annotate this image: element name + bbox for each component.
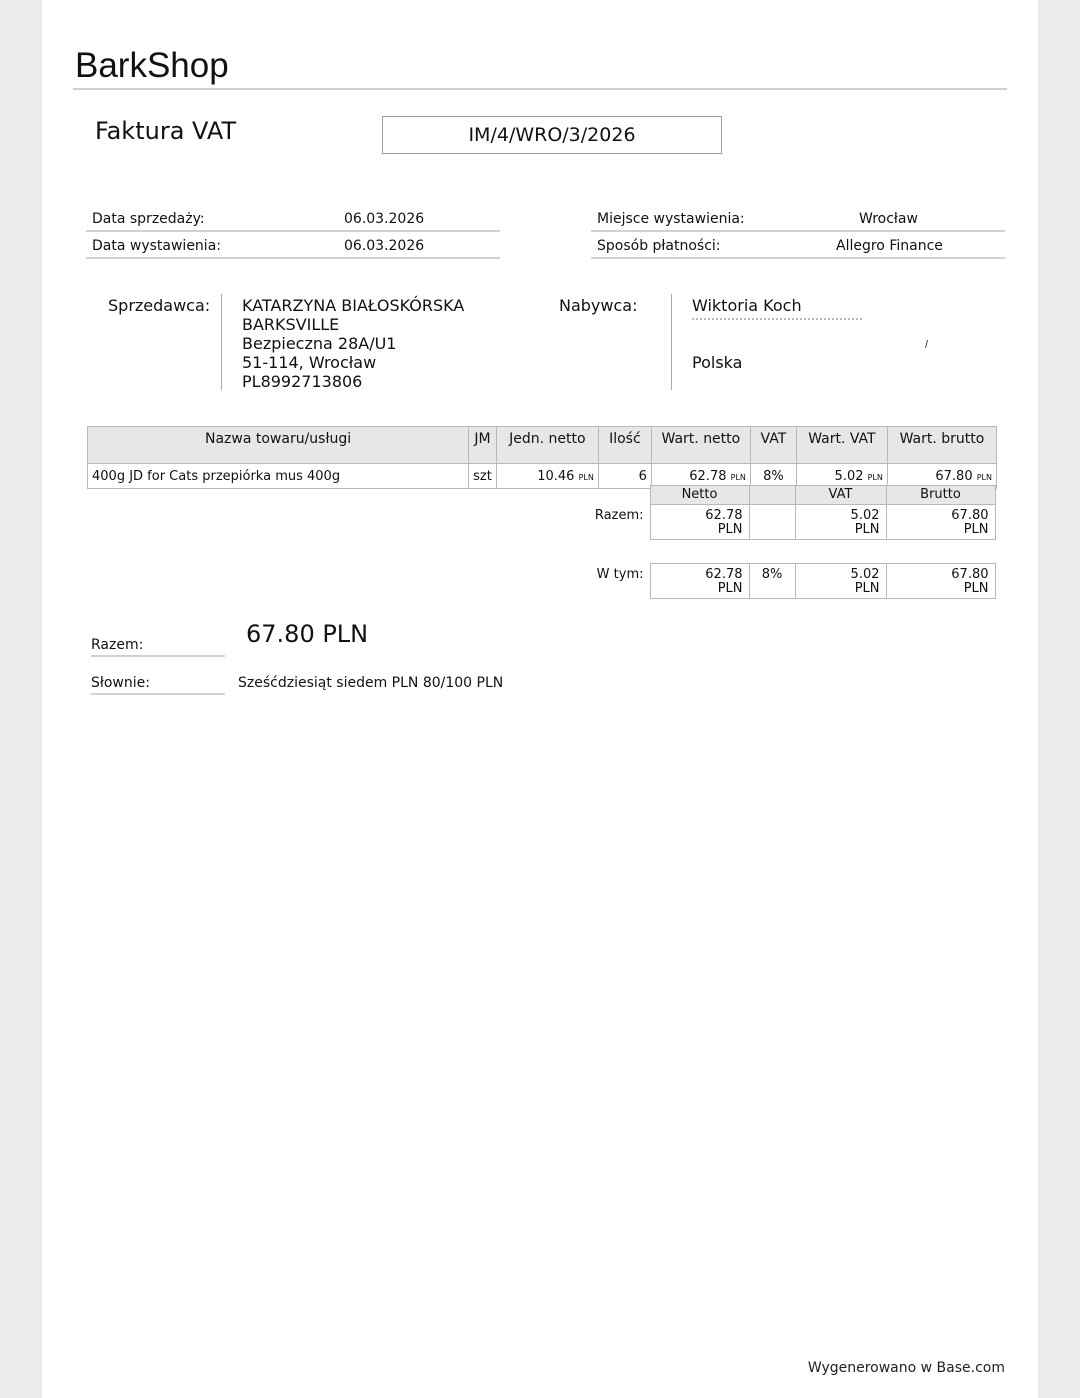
grand-total-value: 67.80 PLN xyxy=(246,620,369,648)
breakdown-gross-currency: PLN xyxy=(963,581,989,596)
breakdown-vat-currency: PLN xyxy=(854,581,880,596)
header-unit-net: Jedn. netto xyxy=(496,427,598,464)
item-unit-net-currency: PLN xyxy=(578,472,594,482)
header-net: Wart. netto xyxy=(651,427,750,464)
buyer-country: Polska xyxy=(692,353,743,372)
place-value: Wrocław xyxy=(859,211,918,227)
item-vat: 5.02 xyxy=(834,468,864,484)
header-vat: Wart. VAT xyxy=(796,427,887,464)
issue-date-row xyxy=(86,231,500,259)
summary-header-net: Netto xyxy=(650,486,749,505)
item-vat-currency: PLN xyxy=(867,472,883,482)
summary-total-vat: 5.02 xyxy=(850,508,880,523)
seller-street: Bezpieczna 28A/U1 xyxy=(242,334,397,353)
summary-total-gross-cell xyxy=(886,505,995,540)
summary-total-net: 62.78 xyxy=(705,508,743,523)
payment-label: Sposób płatności: xyxy=(597,238,721,254)
item-gross: 67.80 xyxy=(935,468,973,484)
sale-date-row xyxy=(86,204,500,232)
seller-city: 51-114, Wrocław xyxy=(242,353,377,372)
seller-name: KATARZYNA BIAŁOSKÓRSKA xyxy=(242,296,465,315)
buyer-address-redacted xyxy=(692,316,872,321)
summary-total-gross-currency: PLN xyxy=(963,522,989,537)
summary-total-net-currency: PLN xyxy=(717,522,743,537)
payment-row xyxy=(591,231,1005,259)
invoice-page xyxy=(42,0,1038,1398)
footer-generated-by: Wygenerowano w Base.com xyxy=(807,1360,1005,1376)
amount-words-value: Sześćdziesiąt siedem PLN 80/100 PLN xyxy=(238,675,504,691)
payment-value: Allegro Finance xyxy=(836,238,943,254)
sale-date-value: 06.03.2026 xyxy=(344,211,425,227)
items-table xyxy=(87,426,997,489)
breakdown-gross: 67.80 xyxy=(951,567,989,582)
breakdown-rate: 8% xyxy=(749,564,795,599)
items-header-row xyxy=(88,427,997,464)
buyer-name: Wiktoria Koch xyxy=(692,296,802,315)
breakdown-net-currency: PLN xyxy=(717,581,743,596)
summary-total-label: Razem: xyxy=(594,507,644,523)
issue-date-label: Data wystawienia: xyxy=(92,238,221,254)
summary-header-row xyxy=(582,486,995,505)
seller-tax-id: PL8992713806 xyxy=(242,372,363,391)
seller-divider xyxy=(221,294,222,390)
amount-words-label: Słownie: xyxy=(91,675,225,695)
summary-total-vat-cell xyxy=(795,505,886,540)
breakdown-vat-cell xyxy=(795,564,886,599)
header-unit: JM xyxy=(469,427,497,464)
header-divider xyxy=(73,88,1007,90)
breakdown-net: 62.78 xyxy=(705,567,743,582)
item-vat-rate: 8% xyxy=(750,464,796,489)
shop-name: BarkShop xyxy=(75,46,229,85)
seller-label: Sprzedawca: xyxy=(108,296,211,315)
breakdown-table xyxy=(582,563,996,599)
summary-header-vat: VAT xyxy=(795,486,886,505)
buyer-label: Nabywca: xyxy=(559,296,638,315)
item-gross-currency: PLN xyxy=(976,472,992,482)
header-vat-rate: VAT xyxy=(750,427,796,464)
seller-company: BARKSVILLE xyxy=(242,315,340,334)
document-title: Faktura VAT xyxy=(95,117,237,145)
buyer-details xyxy=(692,296,802,315)
item-net: 62.78 xyxy=(689,468,727,484)
seller-details xyxy=(242,296,464,391)
issue-date-value: 06.03.2026 xyxy=(344,238,425,254)
breakdown-net-cell xyxy=(650,564,749,599)
summary-total-net-cell xyxy=(650,505,749,540)
item-net-currency: PLN xyxy=(730,472,746,482)
grand-total-label: Razem: xyxy=(91,637,225,657)
summary-total-vat-currency: PLN xyxy=(854,522,880,537)
item-name: 400g JD for Cats przepiórka mus 400g xyxy=(88,464,469,489)
breakdown-label: W tym: xyxy=(596,566,644,582)
item-unit: szt xyxy=(469,464,497,489)
item-qty: 6 xyxy=(598,464,651,489)
summary-header-gross: Brutto xyxy=(886,486,995,505)
buyer-divider xyxy=(671,294,672,390)
header-gross: Wart. brutto xyxy=(887,427,996,464)
place-row xyxy=(591,204,1005,232)
item-unit-net: 10.46 xyxy=(537,468,575,484)
header-name: Nazwa towaru/usługi xyxy=(88,427,469,464)
invoice-number: IM/4/WRO/3/2026 xyxy=(382,116,722,154)
summary-table xyxy=(582,485,996,540)
summary-total-gross: 67.80 xyxy=(951,508,989,523)
summary-total-row xyxy=(582,505,995,540)
breakdown-vat: 5.02 xyxy=(850,567,880,582)
breakdown-gross-cell xyxy=(886,564,995,599)
place-label: Miejsce wystawienia: xyxy=(597,211,745,227)
header-qty: Ilość xyxy=(598,427,651,464)
breakdown-row xyxy=(582,564,995,599)
buyer-redaction-mark xyxy=(925,340,931,348)
sale-date-label: Data sprzedaży: xyxy=(92,211,205,227)
